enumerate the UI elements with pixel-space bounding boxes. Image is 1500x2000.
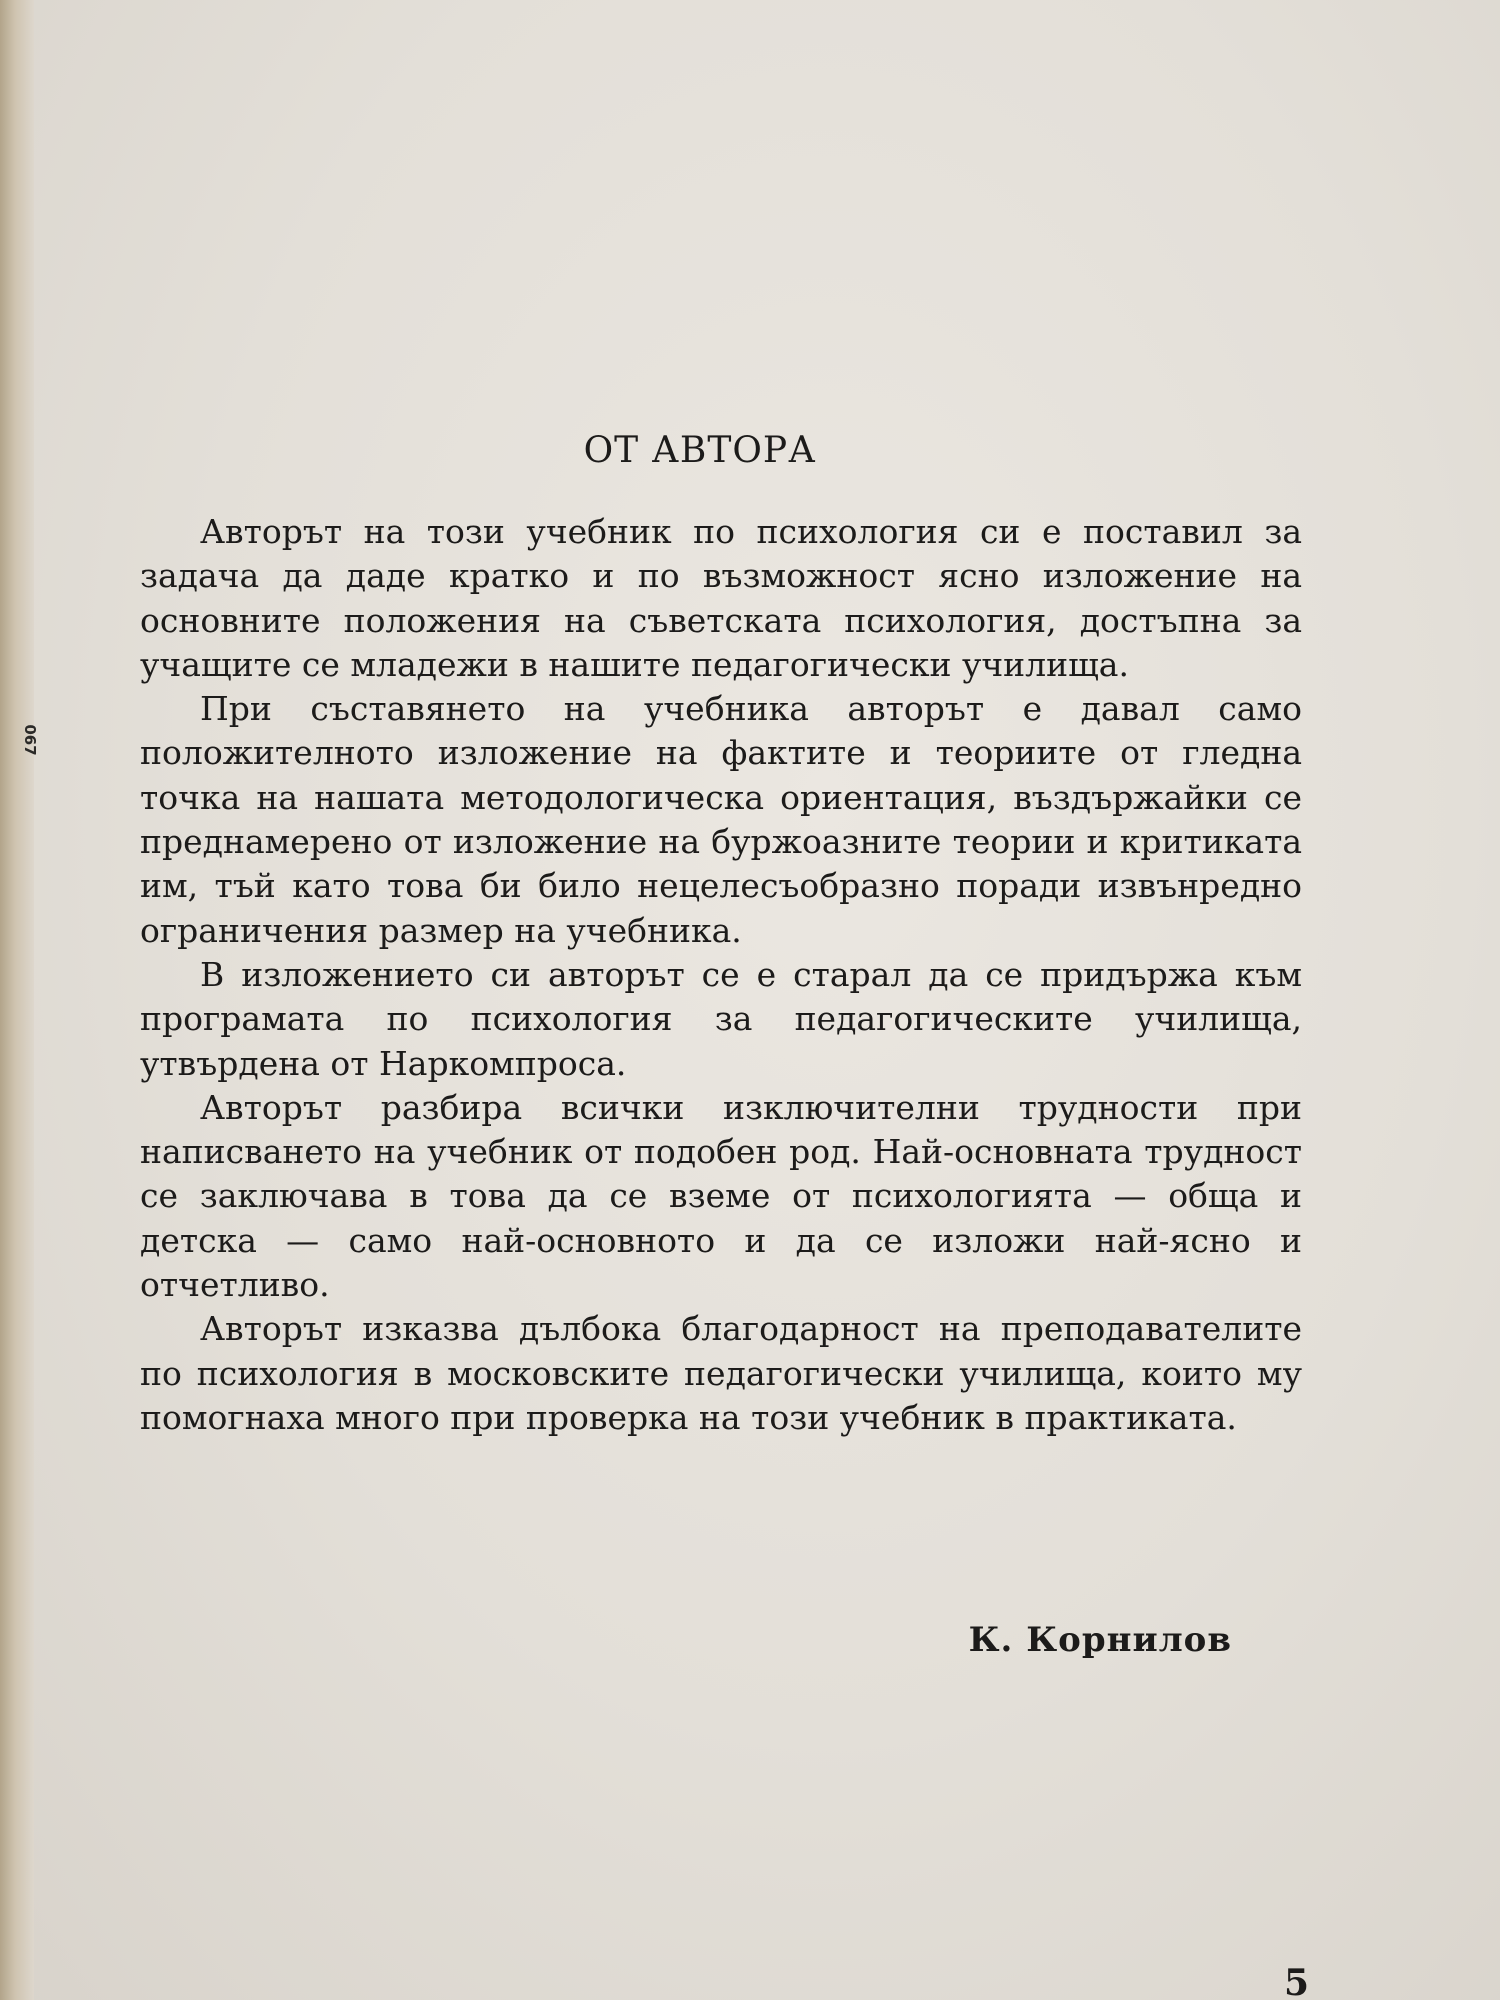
binding-shadow (0, 0, 34, 2000)
page-heading: ОТ АВТОРА (583, 430, 817, 471)
author-signature: К. Корнилов (968, 1620, 1232, 1660)
paragraph-5: Авторът изказва дълбока благодарност на преподавателите по психология в московските педагогически училища, които му помогнаха много при проверка на този учебник в практиката. (140, 1309, 1302, 1437)
paragraph-1: Авторът на този учебник по психология си е поставил за задача да даде кратко и по възможност ясно изложение на основните положения на съветската психология, достъпна за учащите се младежи в нашите педагогически училища. (140, 512, 1302, 684)
spine-mark: 067 (21, 724, 39, 756)
paragraph-4: Авторът разбира всички изключителни трудности при написването на учебник от подобен род. Най-основната трудност се заключава в това да се вземе от психологията — обща и детска — само най-основното и да се изложи най-ясно и отчетливо. (140, 1087, 1302, 1305)
paragraph-3: В изложението си авторът се е старал да се придържа към програмата по психология за педагогическите училища, утвърдена от Наркомпроса. (140, 954, 1302, 1083)
preface-body (140, 510, 1302, 1440)
page-number: 5 (1284, 1962, 1310, 2000)
paragraph-2: При съставянето на учебника авторът е давал само положителното изложение на фактите и теориите от гледна точка на нашата методологическа ориентация, въздържайки се преднамерено от изложение на буржоазните теории и критиката им, тъй като това би било нецелесъобразно поради извънредно ограничения размер на учебника. (140, 689, 1302, 950)
